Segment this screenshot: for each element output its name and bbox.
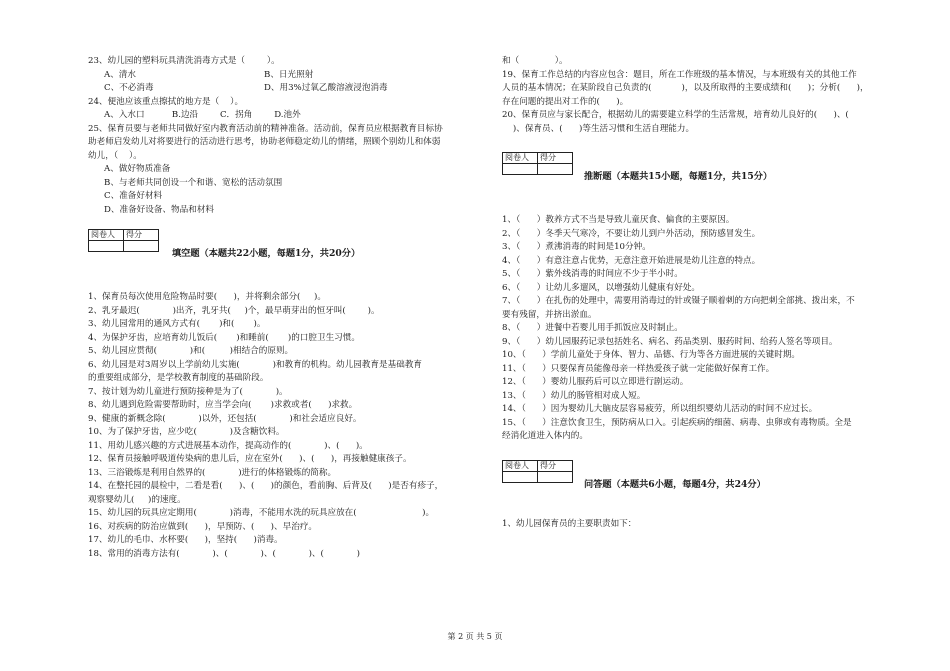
- qa-question-list: [502, 518, 902, 532]
- fill-question-line: 12、保育员接触呼吸道传染病的患儿后，应在室外( )、( )，再接触健康孩子。: [88, 454, 412, 464]
- question-line: 20、保育员应与家长配合，根据幼儿的需要建立科学的生活常规，培育幼儿良好的( )、(: [502, 110, 849, 120]
- judge-question-line: 9、（ ）幼儿园服药记录包括姓名、病名、药品类别、服药时间、给药人签名等项目。: [502, 336, 838, 347]
- question-25-stem-line2: 助老师启发幼儿对将要进行的活动进行思考，协助老师稳定幼儿的情绪，照顾个别幼儿和体弱: [88, 137, 441, 147]
- fill-section-title: 填空题（本题共22小题，每题1分，共20分）: [172, 248, 361, 259]
- judge-section-header: [502, 152, 902, 188]
- reviewer-cell: [503, 164, 538, 175]
- judge-section-title: 推断题（本题共15小题，每题1分，共15分）: [584, 171, 773, 182]
- question-23-row1: [88, 69, 473, 83]
- judge-question-line: 13、（ ）幼儿的肠管相对成人短。: [502, 390, 646, 401]
- fill-question-list: [88, 291, 473, 561]
- qa-section-title: 问答题（本题共6小题，每题4分，共24分）: [584, 478, 766, 490]
- fill-question-line: 10、为了保护牙齿，应少吃( )及含糖饮料。: [88, 427, 285, 437]
- judge-question-line: 15、（ ）注意饮食卫生，预防病从口入。引起疾病的细菌、病毒、虫卵或有毒物质。全是: [502, 417, 852, 428]
- question-23-row2: [88, 82, 473, 96]
- score-cell: [538, 164, 573, 175]
- question-25-option-c: C、准备好材料: [104, 191, 163, 201]
- fill-question-line: 2、乳牙最迟( )出齐，乳牙共( )个，最早萌芽出的恒牙叫( )。: [88, 305, 380, 316]
- fill-question-line: 17、幼儿的毛巾、水杯要( )，坚持( )消毒。: [88, 535, 283, 545]
- fill-question-line: 3、幼儿园常用的通风方式有( )和( )。: [88, 319, 266, 329]
- fill-question-line: 16、对疾病的防治应做到( )，早预防、( )、早治疗。: [88, 521, 318, 532]
- reviewer-label: 阅卷人: [503, 460, 538, 471]
- option-b: B、日光照射: [264, 69, 314, 80]
- score-box: [88, 229, 159, 252]
- fill-question-line: 1、保育员每次使用危险物品时要( )，并将剩余部分( )。: [88, 292, 326, 302]
- judge-question-line: 3、（ ）煮沸消毒的时间是10分钟。: [502, 242, 651, 252]
- judge-question-line: 5、（ ）紫外线消毒的时间应不少于半小时。: [502, 269, 683, 279]
- judge-question-line: 10、（ ）学前儿童处于身体、智力、品德、行为等各方面进展的关键时期。: [502, 350, 801, 360]
- option-a: A、清水: [104, 69, 136, 80]
- score-box: [502, 152, 573, 175]
- option-c: C、不必消毒: [104, 83, 154, 93]
- reviewer-cell: [503, 471, 538, 482]
- question-line: 19、保育工作总结的内容应包含：题目，所在工作班级的基本情况，与本班级有关的其他工作: [502, 69, 857, 80]
- judge-question-list: [502, 214, 902, 444]
- continued-fill-list: [502, 55, 902, 136]
- reviewer-label: 阅卷人: [89, 230, 124, 241]
- reviewer-label: 阅卷人: [503, 153, 538, 164]
- judge-question-line: 8、（ ）进餐中若婴儿用手抓饭应及时制止。: [502, 323, 683, 333]
- judge-question-line: 经消化道进入体内的。: [502, 431, 588, 441]
- fill-question-line: 18、常用的消毒方法有( )、( )、( )、( ): [88, 548, 361, 559]
- fill-question-line: 观察婴幼儿( )的速度。: [88, 494, 186, 505]
- fill-question-line: 9、健康的新概念除( )以外，还包括( )和社会适应良好。: [88, 413, 362, 424]
- fill-question-line: 14、在整托园的晨检中，二看是看( )、( )的颜色，看前胸、后背及( )是否有疹子，: [88, 481, 444, 491]
- fill-question-line: 7、按计划为幼儿童进行预防接种是为了( )。: [88, 386, 288, 397]
- score-label: 得分: [124, 230, 159, 241]
- question-24-options: A、入水口 B.边沿 C．拐角 D.池外: [104, 110, 301, 120]
- judge-question-line: 11、（ ）只要保育员能像母亲一样热爱孩子就一定能做好保育工作。: [502, 363, 775, 374]
- fill-question-line: 8、幼儿遇到危险需要帮助时，应当学会向( )求救或者( )求救。: [88, 400, 358, 410]
- judge-question-line: 7、（ ）在扎伤的处理中，需要用消毒过的针或镊子顺着刺的方向把刺全部挑、拨出来，不: [502, 296, 855, 306]
- question-line: 和（ ）。: [502, 56, 568, 66]
- score-box: [502, 460, 573, 483]
- question-25-stem-line3: 幼儿，（ ）。: [88, 150, 142, 161]
- question-line: 人员的基本情况；在某阶段自己负责的( )，以及所取得的主要成绩和( )；分析( )，: [502, 83, 869, 93]
- question-24-stem: 24、便池应该重点擦拭的地方是（ ）。: [88, 96, 244, 107]
- judge-question-line: 14、（ ）因为婴幼儿大脑皮层容易疲劳，所以组织婴幼儿活动的时间不应过长。: [502, 404, 818, 414]
- reviewer-cell: [89, 241, 124, 252]
- page-number: 第 2 页 共 5 页: [447, 632, 503, 641]
- right-column: [502, 55, 902, 531]
- fill-question-line: 13、三浴锻炼是利用自然界的( )进行的体格锻炼的简称。: [88, 467, 337, 478]
- fill-question-line: 15、幼儿园的玩具应定期用( )消毒，不能用水洗的玩具应放在( )。: [88, 508, 435, 518]
- option-d: D、用3%过氧乙酸溶液浸泡消毒: [264, 83, 388, 93]
- score-cell: [124, 241, 159, 252]
- judge-question-line: 4、（ ）有意注意占优势，无意注意开始进展是幼儿注意的特点。: [502, 255, 761, 266]
- question-25-option-b: B、与老师共同创设一个和谐、宽松的活动氛围: [104, 177, 283, 188]
- question-25-stem-line1: 25、保育员要与老师共同做好室内教育活动前的精神准备。活动前，保育员应根据教育目标协: [88, 123, 443, 134]
- judge-question-line: 要有残留，并挤出淤血。: [502, 309, 597, 320]
- score-label: 得分: [538, 153, 573, 164]
- fill-section-header: [88, 229, 473, 265]
- left-column: [88, 55, 473, 561]
- fill-question-line: 5、幼儿园应贯彻( )和( )相结合的原则。: [88, 346, 294, 356]
- judge-question-line: 1、（ ）教养方式不当是导致儿童厌食、偏食的主要原因。: [502, 215, 735, 225]
- question-25-option-a: A、做好物质准备: [104, 164, 171, 174]
- score-label: 得分: [538, 460, 573, 471]
- fill-question-line: 的重要组成部分，是学校教育制度的基础阶段。: [88, 373, 269, 383]
- fill-question-line: 6、幼儿园是对3周岁以上学前幼儿实施( )和教育的机构。幼儿园教育是基础教育: [88, 359, 423, 370]
- judge-question-line: 12、（ ）婴幼儿服药后可以立即进行剧运动。: [502, 377, 689, 387]
- question-25-option-d: D、准备好设备、物品和材料: [104, 204, 215, 215]
- question-line: 存在问题的提出对工作的( )。: [502, 96, 629, 107]
- judge-question-line: 2、（ ）冬季天气寒冷，不要让幼儿到户外活动，预防感冒发生。: [502, 228, 761, 239]
- question-23-stem: 23、幼儿园的塑料玩具清洗消毒方式是（ ）。: [88, 56, 280, 66]
- qa-section-header: [502, 460, 902, 496]
- score-cell: [538, 471, 573, 482]
- qa-question-line: 1、幼儿园保育员的主要职责如下：: [502, 518, 637, 529]
- fill-question-line: 4、为保护牙齿，应培育幼儿饭后( )和睡前( )的口腔卫生习惯。: [88, 332, 360, 343]
- judge-question-line: 6、（ ）让幼儿多遛风，以增强幼儿健康有好处。: [502, 282, 701, 293]
- fill-question-line: 11、用幼儿感兴趣的方式进展基本动作，提高动作的( )、( )。: [88, 440, 368, 451]
- question-line: )、保育员、( )等生活习惯和生活自理能力。: [502, 123, 695, 134]
